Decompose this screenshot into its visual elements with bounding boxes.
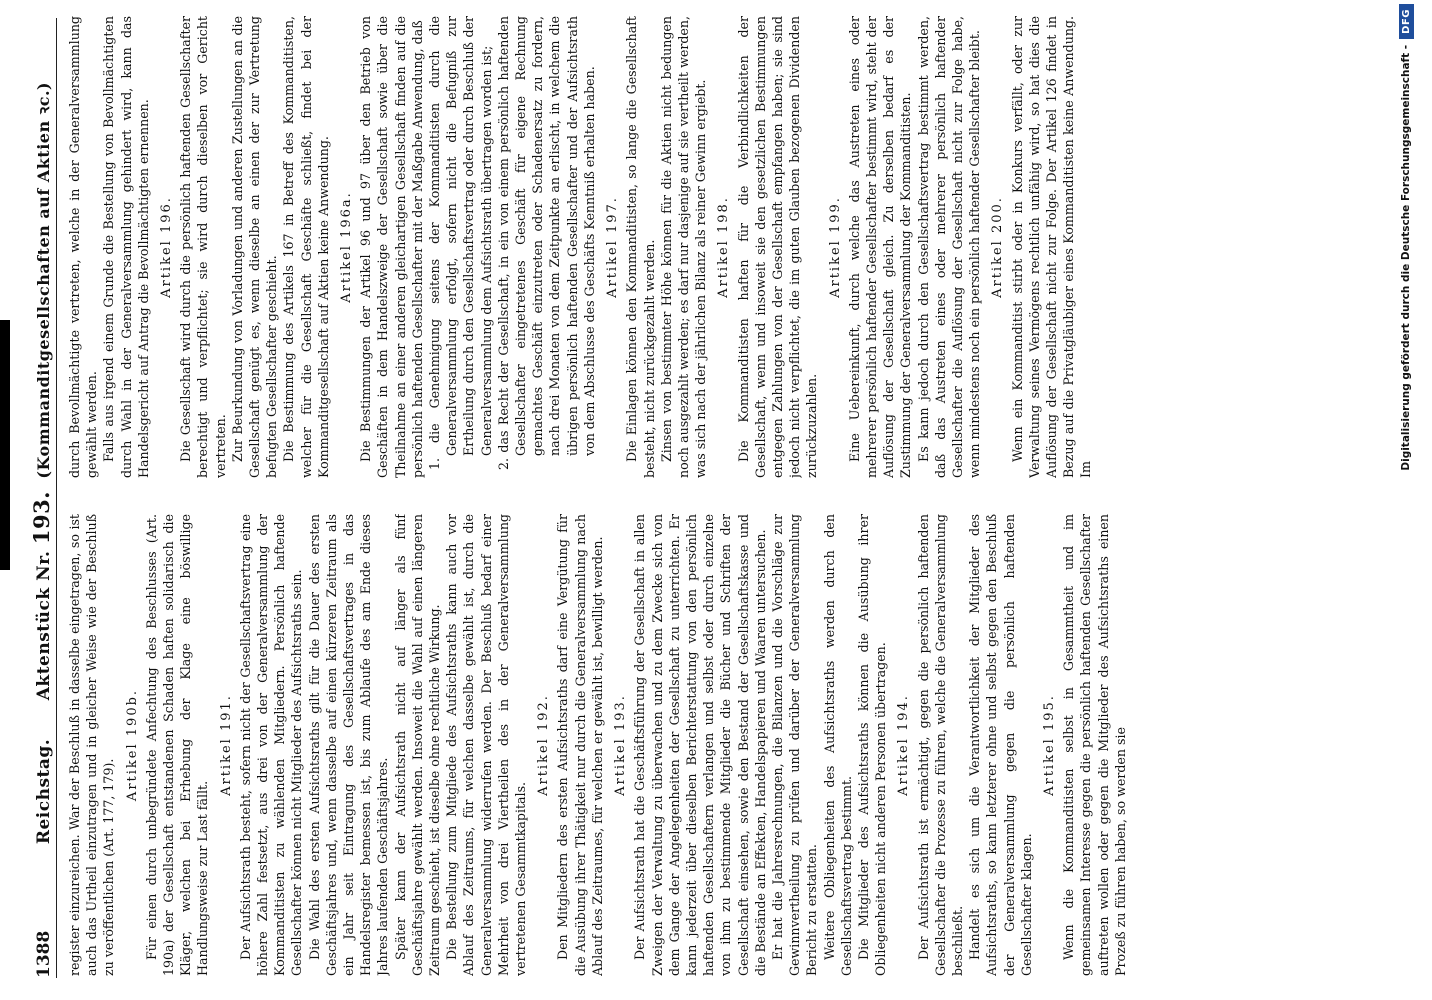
page-header: [18, 18, 57, 978]
paragraph: Die Einlagen können den Kommanditisten, so lange die Gesellschaft besteht, nicht zurückgezahlt werden.: [624, 16, 657, 478]
text-columns: [66, 16, 1371, 976]
paragraph: Die Bestimmungen der Artikel 96 und 97 über den Betrieb von Geschäften in dem Handelszweige der Gesellschaft sowie über die Theilnahme an einer anderen gleichartigen Gesellschaft finden auf die persönlich haftenden Gesellschafter mit der Maßgabe Anwendung, daß: [358, 16, 425, 478]
paragraph: Für einen durch unbegründete Anfechtung des Beschlusses (Art. 190a) der Gesellschaft entstandenen Schaden haften solidarisch die Kläger, welchen bei Erhebung der Klage eine böswillige Handlungsweise zur Last fällt.: [143, 514, 211, 976]
article-heading: Artikel 196.: [159, 196, 175, 298]
paragraph: Die Mitglieder des Aufsichtsraths können die Ausübung ihrer Obliegenheiten nicht anderen Personen übertragen.: [855, 514, 889, 976]
paragraph: Der Aufsichtsrath hat die Geschäftsführung der Gesellschaft in allen Zweigen der Verwaltung zu überwachen und zu dem Zwecke sich von dem Gange der Angelegenheiten der Gesellschaft zu unterrichten. Er kann jederzeit über dieselben Berichterstattung von den persönlich haftenden Gesellschaftern verlangen und selbst oder durch einzelne von ihm zu bestimmende Mitglieder die Bücher und Schriften der Gesellschaft einsehen, sowie den Bestand der Gesellschaftskasse und die Bestände an Effekten, Handelspapieren und Waaren untersuchen.: [632, 514, 768, 976]
paragraph: Den Mitgliedern des ersten Aufsichtsraths darf eine Vergütung für die Ausübung ihrer Thätigkeit nur durch die Generalversammlung nach Ablauf des Zeitraumes, für welchen er gewählt ist, bewilligt werden.: [555, 514, 605, 976]
title-number: 193.: [29, 491, 54, 545]
paragraph: Weitere Obliegenheiten des Aufsichtsraths werden durch den Gesellschaftsvertrag bestimmt.: [821, 514, 854, 976]
dfg-logo: DFG: [1399, 4, 1414, 39]
title-mid: Aktenstück Nr.: [34, 550, 54, 701]
paragraph: register einzureichen. War der Beschluß in dasselbe eingetragen, so ist auch das Urtheil einzutragen und in gleicher Weise wie der Beschluß zu veröffentlichen (Art. 177, 179).: [67, 514, 117, 976]
article-heading: Artikel 194.: [896, 694, 912, 796]
article-heading: Artikel 197.: [605, 196, 621, 298]
paragraph: Die Bestellung zum Mitgliede des Aufsichtsraths kann auch vor Ablauf des Zeitraums, für welchen dasselbe gewählt ist, durch die Generalversammlung widerrufen werden. Der Beschluß bedarf einer Mehrheit von drei Viertheilen des in der Generalversammlung vertretenen Gesammtkapitals.: [444, 514, 529, 976]
paragraph: Der Aufsichtsrath besteht, sofern nicht der Gesellschaftsvertrag eine höhere Zahl festsetzt, aus drei von der Generalversammlung der Kommanditisten zu wählenden Mitgliedern. Persönlich haftende Gesellschafter können nicht Mitglieder des Aufsichtsraths sein.: [237, 514, 305, 976]
article-heading: Artikel 196a.: [339, 191, 355, 303]
article-heading: Artikel 191.: [218, 694, 234, 796]
article-heading: Artikel 198.: [716, 196, 732, 298]
list-item: 1. die Genehmigung seitens der Kommanditisten durch die Generalversammlung erfolgt, sofern nicht die Befugniß zur Ertheilung durch den Gesellschaftsvertrag oder durch Beschluß der Generalversammlung dem Aufsichtsrath übertragen worden ist;: [427, 16, 494, 470]
title-left: Reichstag.: [34, 738, 54, 845]
article-heading: Artikel 190b.: [124, 688, 140, 802]
paragraph: Es kann jedoch durch den Gesellschaftsvertrag bestimmt werden, daß das Austreten eines oder mehrerer persönlich haftender Gesellschafter die Auflösung der Gesellschaft nicht zur Folge habe, wenn mindestens noch ein persönlich haftender Gesellschafter bleibt.: [915, 16, 983, 478]
article-heading: Artikel 192.: [536, 694, 552, 796]
paragraph: Später kann der Aufsichtsrath nicht auf länger als fünf Geschäftsjahre gewählt werden. Insoweit die Wahl auf einen längeren Zeitraum geschieht, ist dieselbe ohne rechtliche Wirkung.: [392, 514, 443, 976]
digitization-credit: [1395, 0, 1417, 1000]
paragraph: Zur Beurkundung von Vorladungen und anderen Zustellungen an die Gesellschaft genügt es, wenn dieselbe an einen der zur Vertretung befugten Gesellschafter geschieht.: [229, 16, 280, 478]
paragraph: durch Bevollmächtigte vertreten, welche in der Generalversammlung gewählt werden.: [67, 16, 100, 478]
article-heading: Artikel 193.: [613, 694, 629, 796]
list-item: 2. das Recht der Gesellschaft, in ein von einem persönlich haftenden Gesellschafter eingetretenes Geschäft für eigene Rechnung gemachtes Geschäft einzutreten oder Schadenersatz zu fordern, nach drei Monaten von dem Zeitpunkte an erlischt, in welchem die übrigen persönlich haftenden Gesellschafter und der Aufsichtsrath von dem Abschlusse des Geschäfts Kenntniß erhalten haben.: [495, 16, 597, 470]
paragraph: Handelt es sich um die Verantwortlichkeit der Mitglieder des Aufsichtsraths, so kann letzterer ohne und selbst gegen den Beschluß der Generalversammlung gegen die persönlich haftenden Gesellschafter klagen.: [967, 514, 1034, 976]
paragraph: Eine Uebereinkunft, durch welche das Austreten eines oder mehrerer persönlich haftender Gesellschafter bestimmt wird, steht der Auflösung der Gesellschaft gleich. Zu derselben bedarf es der Zustimmung der Generalversammlung der Kommanditisten.: [846, 16, 914, 478]
article-heading: Artikel 195.: [1041, 694, 1057, 796]
title-right: (Kommanditgesellschaften auf Aktien ꝛc.): [34, 81, 53, 479]
paragraph: Die Kommanditisten haften für die Verbindlichkeiten der Gesellschaft, wenn und insoweit sie den gesetzlichen Bestimmungen entgegen Zahlungen von der Gesellschaft empfangen haben; sie sind jedoch nicht verpflichtet, die im guten Glauben bezogenen Dividenden zurückzuzahlen.: [735, 16, 820, 478]
paragraph: Er hat die Jahresrechnungen, die Bilanzen und die Vorschläge zur Gewinnvertheilung zu prüfen und darüber der Generalversammlung Bericht zu erstatten.: [769, 514, 820, 976]
credit-text: Digitalisierung gefördert durch die Deutsche Forschungsgemeinschaft -: [1400, 44, 1412, 471]
page-number: 1388: [34, 930, 54, 978]
page-title: [29, 18, 54, 908]
scan-edge-mark: [0, 320, 10, 570]
article-heading: Artikel 200.: [990, 196, 1006, 298]
article-heading: Artikel 199.: [827, 196, 843, 298]
paragraph: Wenn ein Kommanditist stirbt oder in Konkurs verfällt, oder zur Verwaltung seines Vermögens rechtlich unfähig wird, so hat dies die Auflösung der Gesellschaft nicht zur Folge. Der Artikel 126 findet in Bezug auf die Privatgläubiger eines Kommanditisten keine Anwendung. Im: [1009, 16, 1094, 478]
right-column: [66, 16, 1371, 478]
paragraph: Die Wahl des ersten Aufsichtsraths gilt für die Dauer des ersten Geschäftsjahres und, wenn dasselbe auf einen kürzeren Zeitraum als ein Jahr seit Eintragung des Gesellschaftsvertrages in das Handelsregister bemessen ist, bis zum Ablaufe des am Ende dieses Jahres laufenden Geschäftsjahres.: [306, 514, 391, 976]
paragraph: Zinsen von bestimmter Höhe können für die Aktien nicht bedungen noch ausgezahlt werden; es darf nur dasjenige auf sie vertheilt werden, was sich nach der jährlichen Bilanz als reiner Gewinn ergiebt.: [658, 16, 709, 478]
paragraph: Die Bestimmung des Artikels 167 in Betreff des Kommanditisten, welcher für die Gesellschaft Geschäfte schließt, findet bei der Kommanditgesellschaft auf Aktien keine Anwendung.: [281, 16, 331, 478]
left-column: [66, 514, 1371, 976]
paragraph: Falls aus irgend einem Grunde die Bestellung von Bevollmächtigten durch Wahl in der Generalversammlung gehindert wird, kann das Handelsgericht auf Antrag die Bevollmächtigten ernennen.: [101, 16, 151, 478]
paragraph: Die Gesellschaft wird durch die persönlich haftenden Gesellschafter berechtigt und verpflichtet; sie wird durch dieselben vor Gericht vertreten.: [178, 16, 228, 478]
paragraph: Wenn die Kommanditisten selbst in Gesammtheit und im gemeinsamen Interesse gegen die persönlich haftenden Gesellschafter auftreten wollen oder gegen die Mitglieder des Aufsichtsraths einen Prozeß zu führen haben, so werden sie: [1061, 514, 1128, 976]
paragraph: Der Aufsichtsrath ist ermächtigt, gegen die persönlich haftenden Gesellschafter die Prozesse zu führen, welche die Generalversammlung beschließt.: [915, 514, 965, 976]
